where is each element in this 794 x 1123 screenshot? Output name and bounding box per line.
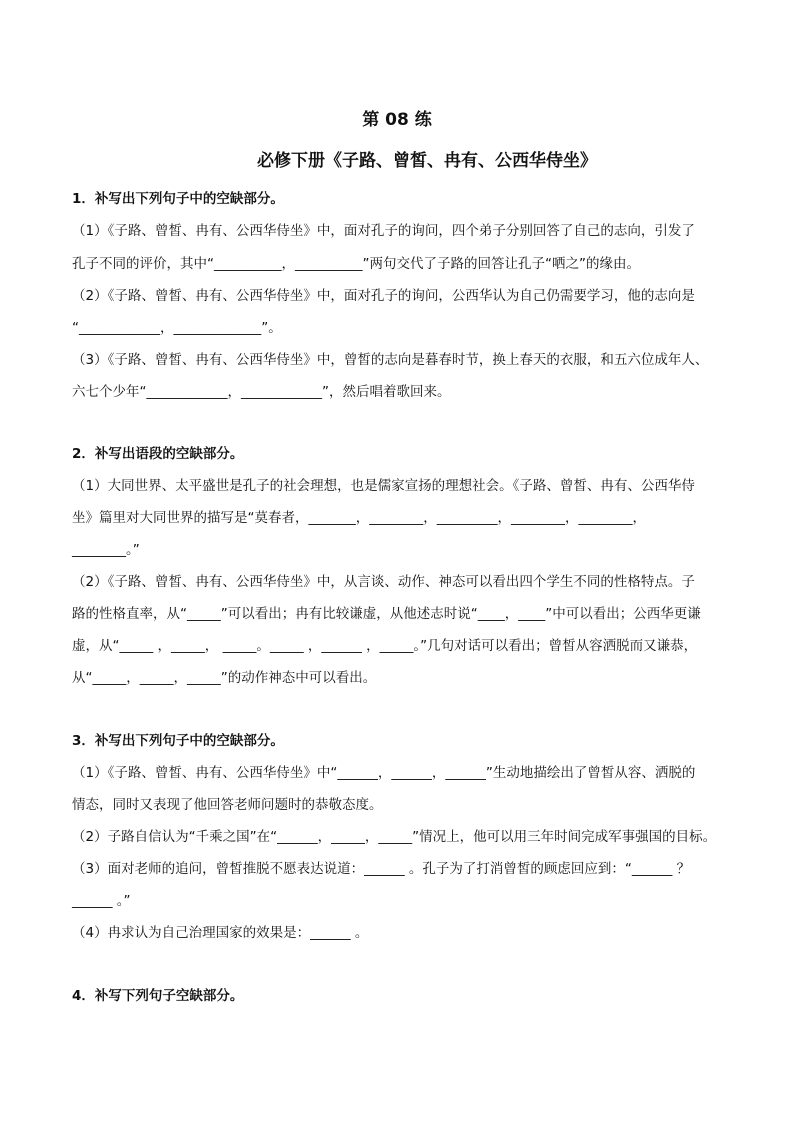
text-line: 情态，同时又表现了他回答老师问题时的恭敬态度。 — [72, 797, 383, 813]
text-line: ________。” — [72, 542, 140, 558]
text-line: “____________，_____________”。 — [72, 320, 282, 336]
text-line: 六七个少年“____________，____________”，然后唱着歌回来。 — [72, 384, 451, 400]
text-line: （1）大同世界、太平盛世是孔子的社会理想，也是儒家宣扬的理想社会。《子路、曾皙、冉有、公西华侍 — [72, 478, 695, 494]
document-subtitle: 必修下册《子路、曾皙、冉有、公西华侍坐》 — [257, 151, 597, 171]
question-1-heading: 1．补写出下列句子中的空缺部分。 — [72, 191, 284, 207]
text-line: ______ 。” — [72, 893, 131, 909]
text-line: 孔子不同的评价，其中“__________，__________”两句交代了子路的回答让孔子“哂之”的缘由。 — [72, 256, 640, 272]
text-line: （2）《子路、曾皙、冉有、公西华侍坐》中，从言谈、动作、神态可以看出四个学生不同的性格特点。子 — [72, 574, 695, 590]
lesson-number: 第 08 练 — [362, 110, 432, 130]
text-line: 从“_____，_____，_____”的动作神态中可以看出。 — [72, 670, 377, 686]
text-line: （2）子路自信认为“千乘之国”在“______，_____，_____”情况上，他可以用三年时间完成军事强国的目标。 — [72, 829, 717, 845]
text-line: （3）《子路、曾皙、冉有、公西华侍坐》中，曾皙的志向是暮春时节，换上春天的衣服，和五六位成年人、 — [72, 352, 709, 368]
text-line: （4）冉求认为自己治理国家的效果是：______ 。 — [72, 925, 369, 941]
text-line: （3）面对老师的追问，曾皙推脱不愿表达说道：______ 。孔子为了打消曾皙的顾虑回应到：“______ ？ — [72, 861, 691, 877]
text-line: 坐》篇里对大同世界的描写是“莫春者，_______，________，_________，________，________， — [72, 510, 646, 526]
text-line: （1）《子路、曾皙、冉有、公西华侍坐》中“______，______，______”生动地描绘出了曾皙从容、洒脱的 — [72, 765, 696, 781]
question-4-heading: 4．补写下列句子空缺部分。 — [72, 988, 244, 1004]
text-line: 虚，从“_____ ，_____， _____。_____ ，______ ，_____。”几句对话可以看出；曾皙从容洒脱而又谦恭， — [72, 638, 698, 654]
question-3-heading: 3．补写出下列句子中的空缺部分。 — [72, 733, 284, 749]
text-line: 路的性格直率，从“_____”可以看出；冉有比较谦虚，从他述志时说“____，____”中可以看出；公西华更谦 — [72, 606, 701, 622]
question-2-heading: 2．补写出语段的空缺部分。 — [72, 446, 244, 462]
text-line: （2）《子路、曾皙、冉有、公西华侍坐》中，面对孔子的询问，公西华认为自己仍需要学习，他的志向是 — [72, 288, 695, 304]
text-line: （1）《子路、曾皙、冉有、公西华侍坐》中，面对孔子的询问，四个弟子分别回答了自己的志向，引发了 — [72, 223, 695, 239]
